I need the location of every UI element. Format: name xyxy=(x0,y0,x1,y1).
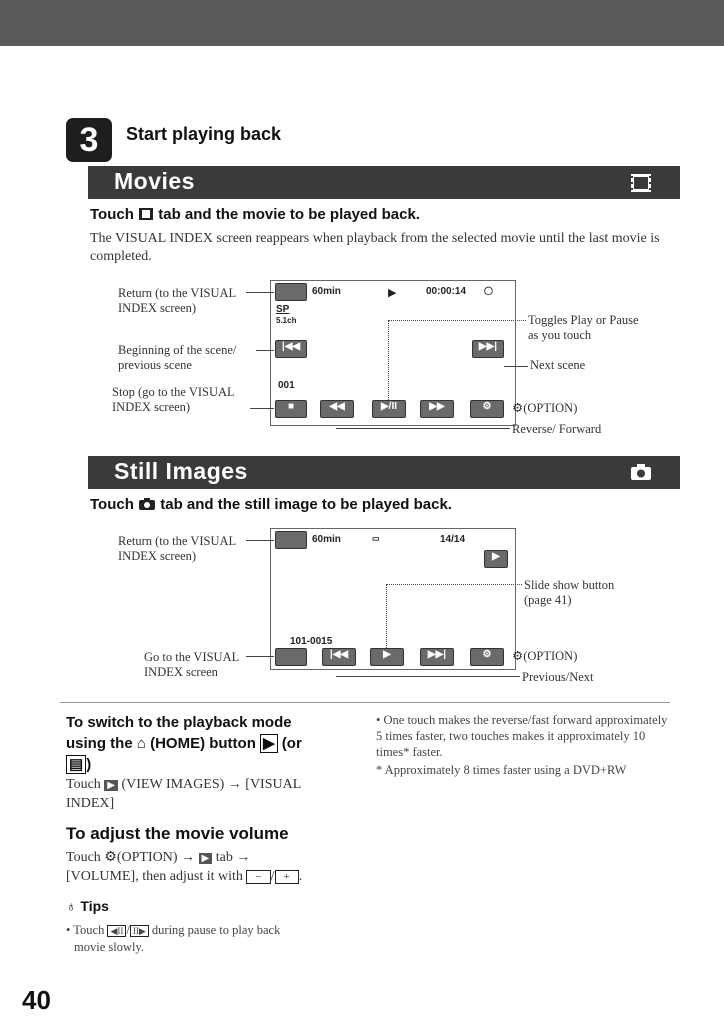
tips-item-2: • One touch makes the reverse/fast forward approximately 5 times faster, two touches makes it approximately 10 times* faster. xyxy=(376,713,668,759)
option-button[interactable]: ⚙ xyxy=(470,648,504,666)
tips-title: ♁ Tips xyxy=(66,898,109,914)
leader-line xyxy=(386,584,387,648)
leader-line xyxy=(250,408,274,409)
callout-option: ⚙(OPTION) xyxy=(512,400,578,415)
scene-counter: 001 xyxy=(278,380,295,391)
next-image-button[interactable]: ▶▶| xyxy=(420,648,454,666)
callout-return: Return (to the VISUAL INDEX screen) xyxy=(118,286,236,315)
option-icon: ⚙ xyxy=(104,849,117,865)
playback-tab-icon: ▶ xyxy=(199,853,213,864)
callout-beginning: Beginning of the scene/ previous scene xyxy=(118,343,237,372)
leader-line xyxy=(388,320,526,321)
leader-line xyxy=(246,656,274,657)
volume-title: To adjust the movie volume xyxy=(66,824,289,843)
page-number: 40 xyxy=(22,985,51,1015)
previous-image-button[interactable]: |◀◀ xyxy=(322,648,356,666)
battery-indicator: 60min xyxy=(312,534,341,545)
leader-line xyxy=(246,292,274,293)
quality-label: SP xyxy=(276,304,290,315)
slow-reverse-icon: ◀II xyxy=(107,925,126,937)
leader-line xyxy=(386,584,522,585)
play-indicator-icon: ▶ xyxy=(388,287,397,299)
next-scene-button[interactable]: ▶▶| xyxy=(472,340,504,358)
minus-button-icon: − xyxy=(246,870,270,884)
callout-prevnext: Previous/Next xyxy=(522,670,594,684)
tips-item-1: • Touch ◀II / II▶ during pause to play back movie slowly. xyxy=(66,923,281,954)
lightbulb-icon: ♁ xyxy=(66,898,77,914)
switch-mode-title: To switch to the playback mode using the ⌂ (HOME) button ▶ (or ▤ ) xyxy=(66,714,302,773)
volume-text: Touch ⚙(OPTION) → ▶ tab → [VOLUME], then adjust it with − / + . xyxy=(66,849,303,884)
movies-band xyxy=(88,166,680,199)
callout-stop: Stop (go to the VISUAL INDEX screen) xyxy=(112,385,235,414)
home-icon: ⌂ xyxy=(136,735,146,752)
image-counter: 14/14 xyxy=(440,534,466,545)
top-band xyxy=(0,0,724,46)
forward-button[interactable]: ▶▶ xyxy=(420,400,454,418)
callout-option: ⚙(OPTION) xyxy=(512,648,578,663)
previous-scene-button[interactable]: |◀◀ xyxy=(275,340,307,358)
leader-line xyxy=(246,540,274,541)
movies-heading: Touch tab and the movie to be played back. xyxy=(90,206,420,223)
image-size-icon: ▭ xyxy=(372,534,380,543)
return-button[interactable] xyxy=(275,283,307,301)
leader-line xyxy=(504,366,528,367)
plus-button-icon: + xyxy=(275,870,299,884)
view-images-icon: ▶ xyxy=(104,780,118,791)
file-number: 101-0015 xyxy=(290,636,333,647)
divider xyxy=(60,702,670,703)
still-images-band xyxy=(88,456,680,489)
callout-reverse: Reverse/ Forward xyxy=(512,422,602,436)
callout-slide: Slide show button (page 41) xyxy=(524,578,615,607)
film-icon xyxy=(138,207,154,221)
leader-line xyxy=(388,320,389,400)
step-badge: 3 xyxy=(66,118,112,162)
movies-body: The VISUAL INDEX screen reappears when playback from the selected movie until the last movie is completed. xyxy=(90,231,660,264)
film-icon xyxy=(630,173,652,198)
callout-toggles: Toggles Play or Pause as you touch xyxy=(528,313,639,342)
callout-goto: Go to the VISUAL INDEX screen xyxy=(144,650,239,679)
battery-indicator: 60min xyxy=(312,286,341,297)
return-button[interactable] xyxy=(275,531,307,549)
step-title: Start playing back xyxy=(126,124,282,144)
audio-label: 5.1ch xyxy=(276,316,297,325)
callout-next: Next scene xyxy=(530,358,586,372)
playback-button-icon: ▶ xyxy=(260,734,278,753)
slow-forward-icon: II▶ xyxy=(130,925,149,937)
index-button[interactable] xyxy=(275,648,307,666)
callout-return: Return (to the VISUAL INDEX screen) xyxy=(118,534,236,563)
camera-icon xyxy=(630,463,652,486)
slide-show-button[interactable]: ▶ xyxy=(484,550,508,568)
still-images-band-title: Still Images xyxy=(114,458,248,484)
view-images-icon: ▤ xyxy=(66,755,86,774)
disc-icon: ◯ xyxy=(484,286,493,295)
leader-line xyxy=(256,350,274,351)
reverse-button[interactable]: ◀◀ xyxy=(320,400,354,418)
stills-heading: Touch tab and the still image to be played back. xyxy=(90,496,452,513)
camera-icon xyxy=(138,497,156,511)
option-icon: ⚙ xyxy=(512,400,524,415)
tips-footnote: * Approximately 8 times faster using a DVD+RW xyxy=(376,763,627,777)
switch-mode-text: Touch ▶ (VIEW IMAGES) → [VISUAL INDEX] xyxy=(66,777,302,811)
leader-line xyxy=(336,676,520,677)
play-button[interactable]: ▶ xyxy=(370,648,404,666)
timecode: 00:00:14 xyxy=(426,286,467,297)
movies-band-title: Movies xyxy=(114,168,195,194)
play-pause-button[interactable]: ▶/II xyxy=(372,400,406,418)
option-button[interactable]: ⚙ xyxy=(470,400,504,418)
leader-line xyxy=(336,428,510,429)
stop-button[interactable]: ■ xyxy=(275,400,307,418)
option-icon: ⚙ xyxy=(512,648,524,663)
